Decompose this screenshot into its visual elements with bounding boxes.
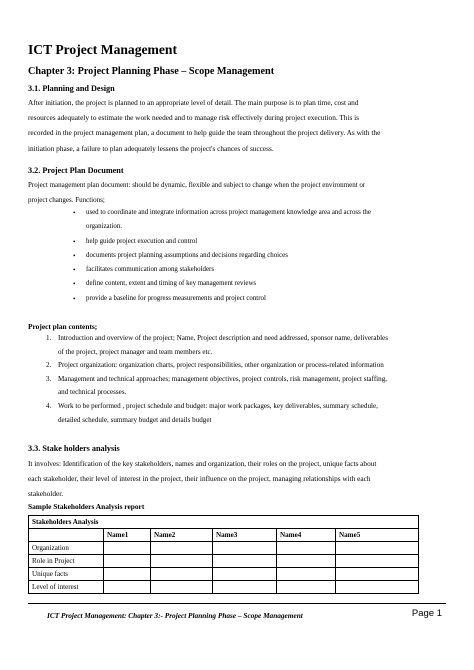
table-header-cell: Name5 <box>336 528 419 541</box>
document-title: ICT Project Management <box>28 42 177 57</box>
table-row-label: Organization <box>29 541 104 554</box>
paragraph-line: each stakeholder, their level of interest in the project, their influence on the project, managing relationships with each <box>28 474 371 484</box>
list-item-text: Management and technical approaches; management objectives, project controls, risk management, project staffing, <box>58 374 388 383</box>
table-header-cell: Name3 <box>213 528 277 541</box>
list-item-text: documents project planning assumptions and decisions regarding choices <box>86 251 288 259</box>
section-heading-stakeholders: 3.3. Stake holders analysis <box>28 444 120 453</box>
footer-text: ICT Project Management: Chapter 3:- Project Planning Phase – Scope Management <box>47 611 303 620</box>
list-item-text: define content, extent and timing of key management reviews <box>86 280 257 288</box>
list-item <box>28 235 446 249</box>
list-item <box>28 292 446 306</box>
list-item <box>28 400 446 427</box>
table-row <box>29 541 419 554</box>
table-header-cell <box>29 528 104 541</box>
list-item <box>28 277 446 291</box>
table-row-label: Unique facts <box>29 568 104 581</box>
footer-divider <box>28 603 446 604</box>
table-caption: Stakeholders Analysis <box>29 516 419 529</box>
plan-contents-label: Project plan contents; <box>28 322 98 331</box>
list-item-text: of the project, project manager and team members etc. <box>58 347 213 356</box>
list-item <box>28 332 446 359</box>
paragraph-line: It involves: Identification of the key stakeholders, names and organization, their roles on the project, unique facts about <box>28 459 377 468</box>
list-number: 4. <box>46 401 52 410</box>
list-number: 3. <box>46 374 52 383</box>
table-cell <box>104 554 151 567</box>
table-caption-row <box>29 516 419 529</box>
list-item-text: Project organization: organization charts, project responsibilities, other organization or process-related information <box>58 361 384 370</box>
table-cell <box>277 554 336 567</box>
section-heading-planning-design: 3.1. Planning and Design <box>28 84 115 93</box>
list-item-text: Introduction and overview of the project; Name, Project description and need addressed, sponsor name, deliverables <box>58 334 388 342</box>
list-item-text: facilitates communication among stakeholders <box>86 266 215 274</box>
section-intro-plan-document <box>28 178 446 208</box>
table-cell <box>213 554 277 567</box>
paragraph-line: resources adequately to estimate the work needed and to manage risk effectively during project execution. This is <box>28 113 360 123</box>
paragraph-line: Project management plan document: should be dynamic, flexible and subject to change when the project environment or <box>28 181 366 189</box>
list-item <box>28 249 446 263</box>
table-cell <box>277 581 336 594</box>
table-row <box>29 581 419 594</box>
table-cell <box>277 541 336 554</box>
list-item <box>28 263 446 277</box>
table-cell <box>104 541 151 554</box>
table-row-label: Level of interest <box>29 581 104 594</box>
table-cell <box>151 554 213 567</box>
table-header-cell: Name2 <box>151 528 213 541</box>
sample-report-label: Sample Stakeholders Analysis report <box>28 502 145 511</box>
list-item <box>28 206 446 235</box>
table-cell <box>277 568 336 581</box>
table-cell <box>104 568 151 581</box>
list-item-text: provide a baseline for progress measurements and project control <box>86 294 266 302</box>
functions-list <box>28 206 446 306</box>
page-number: Page 1 <box>411 608 442 619</box>
list-number: 2. <box>46 361 52 370</box>
table-cell <box>336 568 419 581</box>
table-cell <box>151 581 213 594</box>
table-cell <box>151 541 213 554</box>
section-paragraph-planning-design <box>28 95 446 156</box>
paragraph-line: project changes. Functions; <box>28 196 105 205</box>
stakeholders-table <box>28 515 419 594</box>
list-item-text: Work to be performed , project schedule and budget: major work packages, key deliverables, summary schedule, <box>58 401 378 410</box>
list-item-text: and technical processes. <box>58 388 127 397</box>
list-item <box>28 373 446 400</box>
table-row <box>29 568 419 581</box>
table-header-cell: Name1 <box>104 528 151 541</box>
plan-contents-list <box>28 332 446 427</box>
list-item-text: detailed schedule, summary budget and details budget <box>58 415 212 424</box>
section-heading-plan-document: 3.2. Project Plan Document <box>28 166 124 175</box>
paragraph-line: After initiation, the project is planned to an appropriate level of detail. The main purpose is to plan time, cost and <box>28 98 359 107</box>
chapter-title: Chapter 3: Project Planning Phase – Scope Management <box>28 66 275 77</box>
paragraph-line: recorded in the project management plan, a document to help guide the team throughout the project delivery. As with the <box>28 128 381 138</box>
list-item-text: help guide project execution and control <box>86 237 198 245</box>
table-cell <box>104 581 151 594</box>
list-number: 1. <box>46 334 52 342</box>
table-cell <box>213 568 277 581</box>
list-item <box>28 359 446 373</box>
paragraph-line: stakeholder. <box>28 489 64 499</box>
list-item-text: • used to coordinate and integrate information across project management knowledge area and across the <box>86 209 371 216</box>
table-row-label: Role in Project <box>29 554 104 567</box>
table-cell <box>336 541 419 554</box>
section-paragraph-stakeholders <box>28 456 446 502</box>
table-cell <box>213 581 277 594</box>
table-cell <box>151 568 213 581</box>
table-header-row <box>29 528 419 541</box>
table-cell <box>336 554 419 567</box>
table-header-cell: Name4 <box>277 528 336 541</box>
paragraph-line: initiation phase, a failure to plan adequately lessens the project's chances of success. <box>28 143 274 153</box>
table-cell <box>336 581 419 594</box>
table-row <box>29 554 419 567</box>
table-cell <box>213 541 277 554</box>
list-item-text: organization. <box>86 223 123 231</box>
